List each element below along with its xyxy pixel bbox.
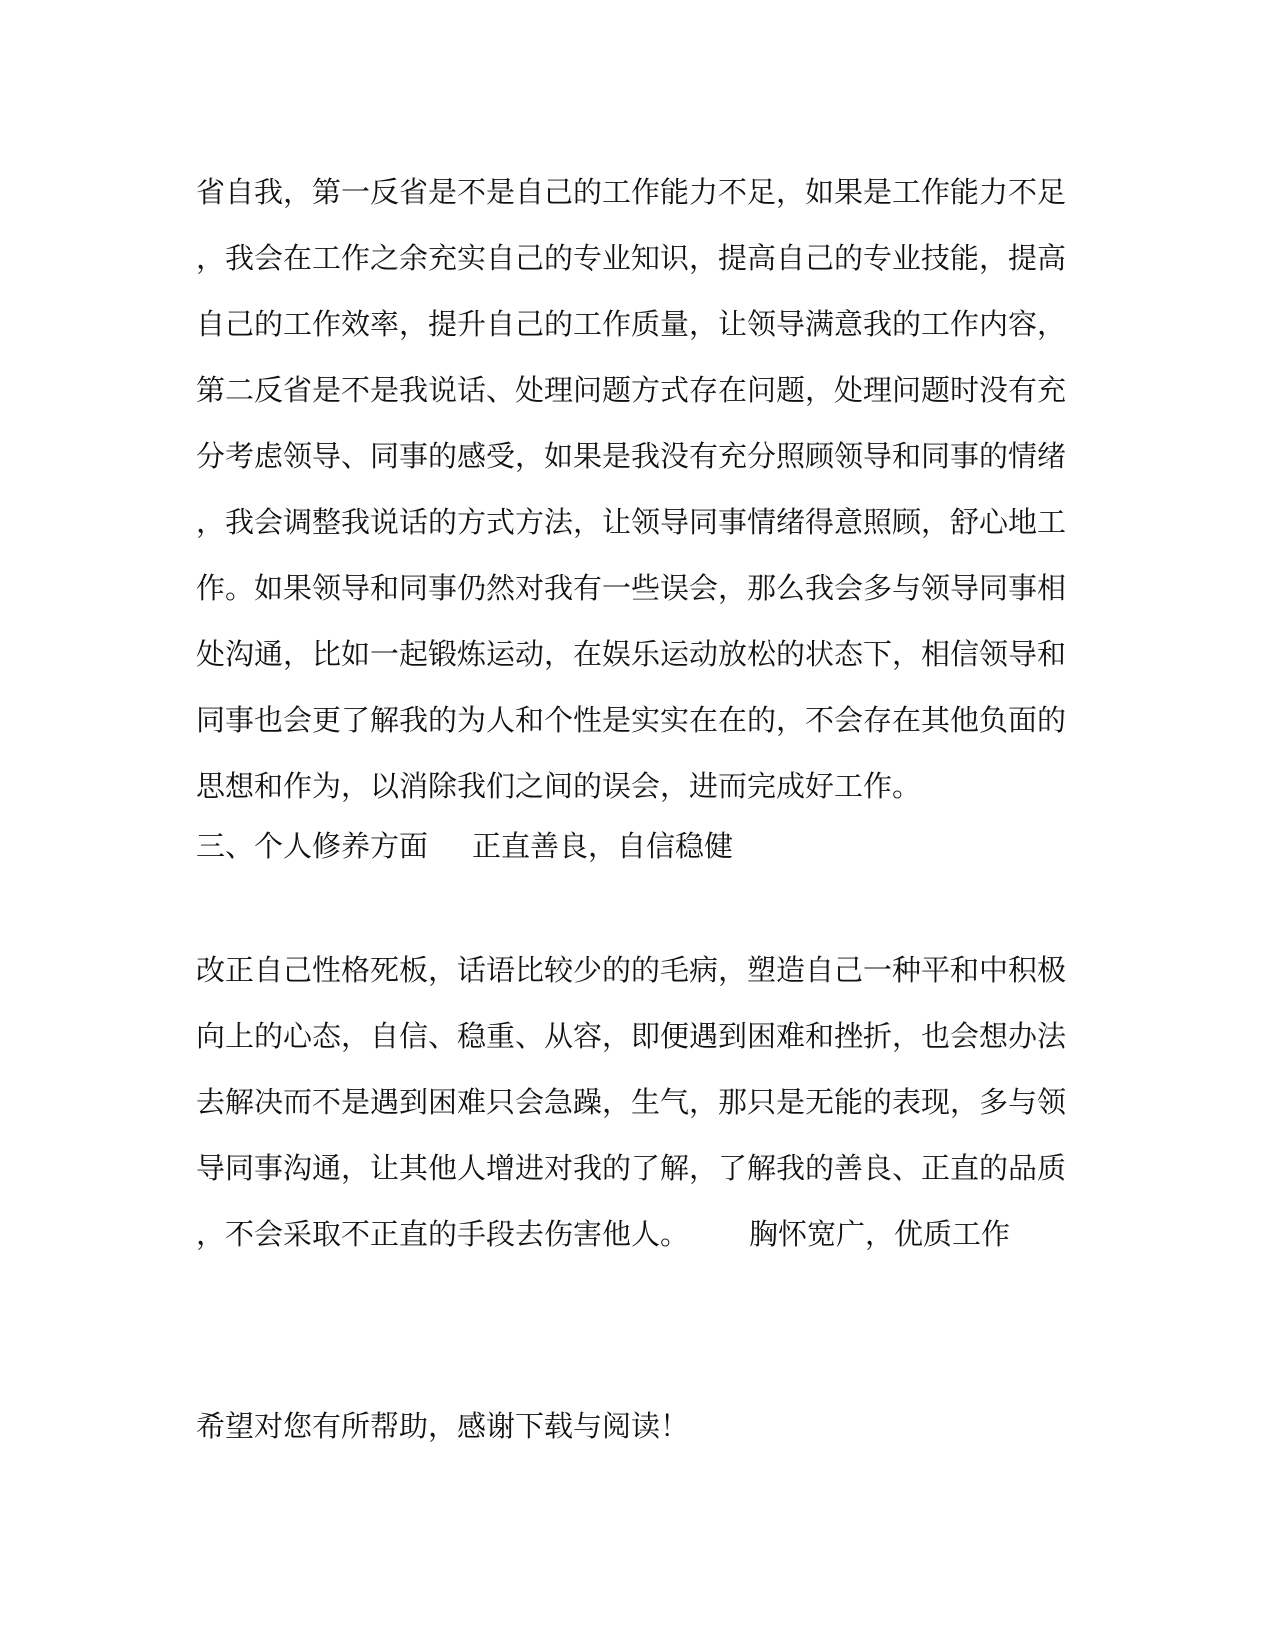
paragraph-last-line: ，不会采取不正直的手段去伤害他人。 [196, 1217, 690, 1251]
paragraph-line: 省自我，第一反省是不是自己的工作能力不足，如果是工作能力不足 [196, 175, 1067, 209]
paragraph-line: 同事也会更了解我的为人和个性是实实在在的，不会存在其他负面的 [196, 703, 1067, 737]
paragraph-line: 作。如果领导和同事仍然对我有一些误会，那么我会多与领导同事相 [196, 571, 1067, 605]
paragraph-line: 第二反省是不是我说话、处理问题方式存在问题，处理问题时没有充 [196, 373, 1067, 407]
closing-text: 希望对您有所帮助，感谢下载与阅读！ [196, 1409, 690, 1443]
paragraph-line: 自己的工作效率，提升自己的工作质量，让领导满意我的工作内容， [196, 307, 1067, 341]
section-subheading: 正直善良，自信稳健 [472, 829, 734, 863]
paragraph-line: 向上的心态，自信、稳重、从容，即便遇到困难和挫折，也会想办法 [196, 1019, 1067, 1053]
trailing-heading: 胸怀宽广，优质工作 [749, 1217, 1011, 1251]
paragraph-line [196, 1212, 1086, 1256]
paragraph-line: 导同事沟通，让其他人增进对我的了解，了解我的善良、正直的品质 [196, 1151, 1067, 1185]
section-heading-line [196, 824, 1086, 868]
paragraph-line: ，我会在工作之余充实自己的专业知识，提高自己的专业技能，提高 [196, 241, 1067, 275]
paragraph-line: 思想和作为，以消除我们之间的误会，进而完成好工作。 [196, 769, 922, 803]
section-heading: 三、个人修养方面 [196, 829, 429, 863]
paragraph-line: 分考虑领导、同事的感受，如果是我没有充分照顾领导和同事的情绪 [196, 439, 1067, 473]
paragraph-line: 处沟通，比如一起锻炼运动，在娱乐运动放松的状态下，相信领导和 [196, 637, 1067, 671]
paragraph-line: 去解决而不是遇到困难只会急躁，生气，那只是无能的表现，多与领 [196, 1085, 1067, 1119]
paragraph-line: ，我会调整我说话的方式方法，让领导同事情绪得意照顾，舒心地工 [196, 505, 1067, 539]
paragraph-line: 改正自己性格死板，话语比较少的的毛病，塑造自己一种平和中积极 [196, 953, 1067, 987]
